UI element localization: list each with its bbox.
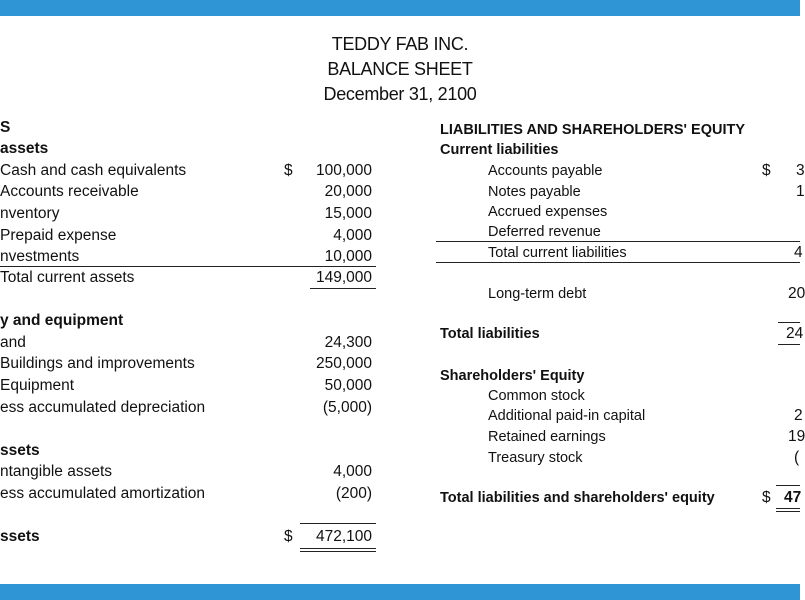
current-assets-heading: assets bbox=[0, 140, 49, 157]
grand-total-label: Total liabilities and shareholders' equity bbox=[440, 490, 715, 506]
liab-notes-payable-value: 1 bbox=[796, 183, 805, 200]
asset-receivable-value: 20,000 bbox=[324, 183, 372, 200]
equity-treasury-value: ( bbox=[794, 449, 800, 466]
grand-total-double-rule-1 bbox=[776, 508, 800, 509]
ppe-depreciation-label: ess accumulated depreciation bbox=[0, 399, 206, 416]
bottom-frame-bar bbox=[0, 584, 800, 600]
asset-cash-currency: $ bbox=[284, 162, 293, 179]
total-liabilities-underline bbox=[778, 344, 800, 345]
statement-title: BALANCE SHEET bbox=[327, 59, 473, 79]
asset-inventory-label: nventory bbox=[0, 205, 60, 222]
liab-accounts-payable-label: Accounts payable bbox=[488, 163, 603, 179]
current-assets-total-underline bbox=[310, 288, 376, 289]
long-term-debt-value: 20 bbox=[788, 285, 805, 302]
asset-prepaid-label: Prepaid expense bbox=[0, 227, 117, 244]
intangible-heading: ssets bbox=[0, 442, 40, 459]
total-current-assets-value: 149,000 bbox=[315, 269, 372, 286]
ppe-land-value: 24,300 bbox=[324, 334, 372, 351]
equity-apic-value: 2 bbox=[794, 407, 803, 424]
current-assets-rule bbox=[0, 266, 376, 267]
total-assets-top-rule bbox=[300, 523, 376, 524]
total-assets-double-rule-2 bbox=[300, 551, 376, 552]
total-current-assets-label: Total current assets bbox=[0, 269, 135, 286]
total-assets-double-rule-1 bbox=[300, 548, 376, 549]
long-term-debt-label: Long-term debt bbox=[488, 286, 587, 302]
ppe-equipment-label: Equipment bbox=[0, 377, 75, 394]
ppe-buildings-value: 250,000 bbox=[315, 355, 372, 372]
current-liabilities-heading: Current liabilities bbox=[440, 142, 559, 158]
equity-apic-label: Additional paid-in capital bbox=[488, 408, 646, 424]
equity-retained-value: 19 bbox=[788, 428, 805, 445]
grand-total-value: 47 bbox=[784, 489, 802, 506]
current-liabilities-underline bbox=[436, 262, 800, 263]
liab-notes-payable-label: Notes payable bbox=[488, 184, 581, 200]
intangible-assets-label: ntangible assets bbox=[0, 463, 113, 480]
statement-date: December 31, 2100 bbox=[323, 84, 477, 104]
equity-treasury-label: Treasury stock bbox=[488, 450, 583, 466]
liab-deferred-label: Deferred revenue bbox=[488, 224, 601, 240]
ppe-depreciation-value: (5,000) bbox=[322, 399, 372, 416]
equity-common-stock-label: Common stock bbox=[488, 388, 585, 404]
liabilities-heading: LIABILITIES AND SHAREHOLDERS' EQUITY bbox=[440, 122, 746, 138]
liab-accrued-label: Accrued expenses bbox=[488, 204, 608, 220]
total-assets-label: ssets bbox=[0, 528, 40, 545]
intangible-amortization-value: (200) bbox=[335, 485, 372, 502]
grand-total-top-rule bbox=[776, 485, 800, 486]
statement-header bbox=[0, 32, 800, 107]
grand-total-double-rule-2 bbox=[776, 511, 800, 512]
total-liabilities-label: Total liabilities bbox=[440, 326, 540, 342]
ppe-buildings-label: Buildings and improvements bbox=[0, 355, 195, 372]
asset-investments-value: 10,000 bbox=[324, 248, 372, 265]
ppe-heading: y and equipment bbox=[0, 312, 124, 329]
total-current-liabilities-label: Total current liabilities bbox=[488, 245, 627, 261]
company-name: TEDDY FAB INC. bbox=[331, 34, 469, 54]
equity-heading: Shareholders' Equity bbox=[440, 368, 585, 384]
total-assets-value: 472,100 bbox=[315, 528, 372, 545]
liab-accounts-payable-value: 3 bbox=[796, 162, 805, 179]
asset-receivable-label: Accounts receivable bbox=[0, 183, 139, 200]
current-liabilities-rule bbox=[436, 241, 800, 242]
total-assets-currency: $ bbox=[284, 528, 293, 545]
intangible-amortization-label: ess accumulated amortization bbox=[0, 485, 206, 502]
asset-prepaid-value: 4,000 bbox=[333, 227, 372, 244]
asset-cash-label: Cash and cash equivalents bbox=[0, 162, 187, 179]
ppe-equipment-value: 50,000 bbox=[324, 377, 372, 394]
total-current-liabilities-value: 4 bbox=[794, 244, 803, 261]
liab-accounts-payable-currency: $ bbox=[762, 162, 771, 179]
ppe-land-label: and bbox=[0, 334, 26, 351]
total-liabilities-top-rule bbox=[778, 322, 800, 323]
intangible-assets-value: 4,000 bbox=[333, 463, 372, 480]
asset-investments-label: nvestments bbox=[0, 248, 80, 265]
asset-inventory-value: 15,000 bbox=[324, 205, 372, 222]
assets-heading: S bbox=[0, 119, 11, 136]
equity-retained-label: Retained earnings bbox=[488, 429, 606, 445]
asset-cash-value: 100,000 bbox=[315, 162, 372, 179]
top-frame-bar bbox=[0, 0, 800, 16]
total-liabilities-value: 24 bbox=[786, 325, 804, 342]
grand-total-currency: $ bbox=[762, 489, 771, 506]
